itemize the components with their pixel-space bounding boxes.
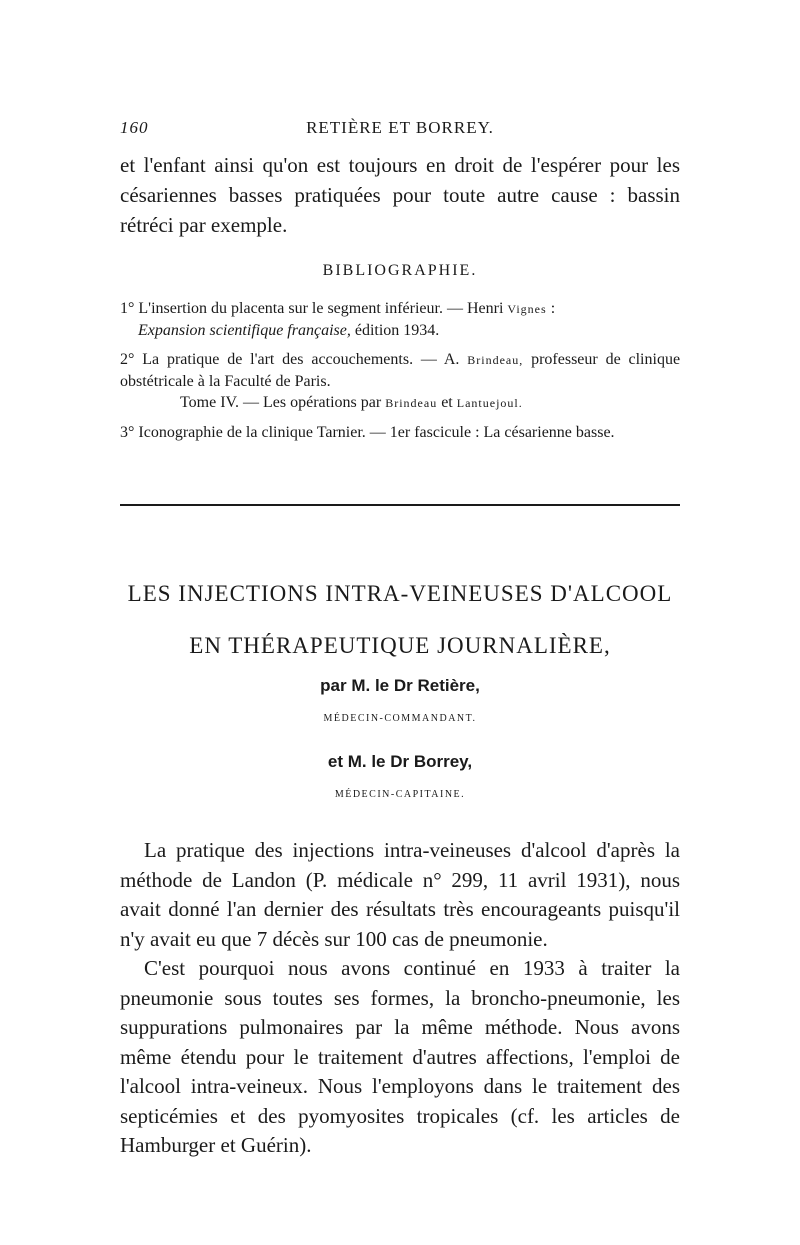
entry-author: Vignes bbox=[507, 302, 547, 316]
entry-publication: Expansion scientifique française, bbox=[138, 322, 351, 339]
entry-continuation bbox=[120, 320, 680, 341]
running-title: RETIÈRE ET BORREY. bbox=[306, 118, 494, 137]
entry-author: Lantuejoul. bbox=[456, 396, 523, 410]
author-rank: MÉDECIN-CAPITAINE. bbox=[334, 789, 466, 800]
bibliography-entry bbox=[120, 349, 680, 414]
bibliography-entry bbox=[120, 422, 680, 443]
entry-text: et bbox=[441, 394, 453, 411]
author-rank: MÉDECIN-COMMANDANT. bbox=[323, 713, 477, 724]
article-title bbox=[120, 568, 680, 672]
entry-author: Brindeau, bbox=[467, 353, 524, 367]
entry-text: Tome IV. — Les opérations par bbox=[180, 394, 382, 411]
running-head bbox=[120, 118, 680, 142]
entry-prefix: 1° bbox=[120, 300, 135, 317]
bibliography-list bbox=[120, 298, 680, 451]
bibliography-heading: BIBLIOGRAPHIE. bbox=[322, 262, 478, 279]
entry-prefix: 2° bbox=[120, 351, 135, 368]
section-divider bbox=[120, 504, 680, 506]
entry-text: L'insertion du placenta sur le segment inférieur. — Henri bbox=[138, 300, 504, 317]
author-byline: par M. le Dr Retière, bbox=[320, 676, 480, 695]
body-paragraph: La pratique des injections intra-veineuses d'alcool d'après la méthode de Landon (P. médicale n° 299, 11 avril 1931), nous avait donné l'an dernier des résultats très encourageants puisqu'il n'y avait eu que 7 décès sur 100 cas de pneumonie. bbox=[120, 838, 680, 951]
article-body bbox=[120, 836, 680, 1161]
page-number: 160 bbox=[120, 118, 149, 137]
entry-text: professeur de clinique obstétricale à la Faculté de Paris. bbox=[120, 351, 681, 390]
intro-paragraph: et l'enfant ainsi qu'on est toujours en droit de l'espérer pour les césariennes basses pratiquées pour toute autre cause : bassin rétréci par exemple. bbox=[120, 153, 680, 237]
entry-edition: édition 1934. bbox=[354, 322, 440, 339]
entry-text: La pratique de l'art des accouchements. — A. bbox=[142, 351, 460, 368]
bibliography-entry bbox=[120, 298, 680, 341]
article-title-line: LES INJECTIONS INTRA-VEINEUSES D'ALCOOL bbox=[127, 581, 673, 606]
entry-prefix: 3° bbox=[120, 424, 135, 441]
author-byline: et M. le Dr Borrey, bbox=[327, 752, 473, 771]
entry-text: Iconographie de la clinique Tarnier. — 1er fascicule : La césarienne basse. bbox=[138, 424, 615, 441]
entry-continuation bbox=[120, 392, 680, 414]
article-title-line: EN THÉRAPEUTIQUE JOURNALIÈRE, bbox=[189, 633, 611, 658]
body-paragraph: C'est pourquoi nous avons continué en 1933 à traiter la pneumonie sous toutes ses formes, la broncho-pneumonie, les suppurations pulmonaires par la même méthode. Nous avons même étendu pour le traitement d'autres affections, l'emploi de l'alcool intra-veineux. Nous l'employons dans le traitement des septicémies et des pyomyosites tropicales (cf. les articles de Hamburger et Guérin). bbox=[120, 956, 680, 1157]
entry-text: : bbox=[550, 300, 556, 317]
entry-author: Brindeau bbox=[385, 396, 438, 410]
